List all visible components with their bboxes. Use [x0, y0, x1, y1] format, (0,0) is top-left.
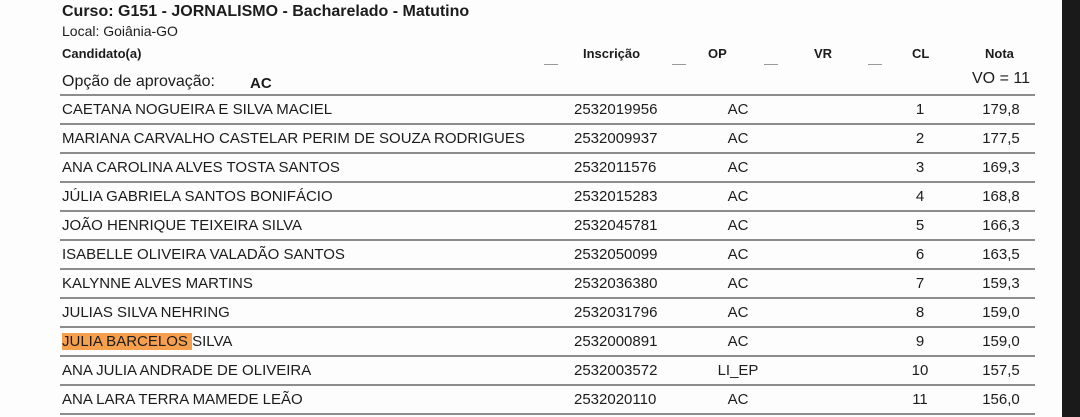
approval-option-label: Opção de aprovação: [62, 73, 215, 90]
option-code: AC [727, 304, 749, 321]
header-nota: Nota [985, 46, 1014, 61]
candidate-name: ISABELLE OLIVEIRA VALADÃO SANTOS [62, 246, 345, 263]
header-divider [764, 64, 778, 65]
classification: 6 [915, 246, 925, 263]
classification: 4 [915, 188, 925, 205]
score: 156,0 [982, 391, 1020, 408]
score: 163,5 [982, 246, 1020, 263]
option-code: AC [727, 275, 749, 292]
classification: 3 [915, 159, 925, 176]
header-inscricao: Inscrição [583, 46, 641, 61]
candidate-name: JÚLIA GABRIELA SANTOS BONIFÁCIO [62, 188, 333, 205]
registration-number: 2532000891 [574, 333, 658, 350]
name-rest: SILVA [192, 333, 233, 350]
table-row [60, 94, 1035, 123]
registration-number: 2532003572 [574, 362, 658, 379]
registration-number: 2532015283 [574, 188, 658, 205]
header-divider [544, 64, 558, 65]
table-row [60, 355, 1035, 384]
registration-number: 2532031796 [574, 304, 658, 321]
candidate-name [62, 333, 232, 350]
vacancies-count: VO = 11 [972, 70, 1030, 87]
candidate-name: ANA JULIA ANDRADE DE OLIVEIRA [62, 362, 312, 379]
candidate-name: ANA CAROLINA ALVES TOSTA SANTOS [62, 159, 340, 176]
highlighted-text: JULIA BARCELOS [62, 333, 193, 350]
option-code: LI_EP [717, 362, 759, 379]
registration-number: 2532011576 [574, 159, 657, 176]
score: 168,8 [982, 188, 1020, 205]
score: 159,3 [982, 275, 1020, 292]
score: 169,3 [982, 159, 1020, 176]
header-cl: CL [912, 46, 930, 61]
score: 177,5 [982, 130, 1020, 147]
option-code: AC [727, 188, 749, 205]
option-code: AC [727, 101, 749, 118]
table-row [60, 152, 1035, 181]
score: 166,3 [982, 217, 1020, 234]
option-code: AC [727, 391, 749, 408]
table-row [60, 239, 1035, 268]
option-code: AC [727, 130, 749, 147]
candidate-name: JULIAS SILVA NEHRING [62, 304, 230, 321]
score: 159,0 [982, 333, 1020, 350]
table-row-highlighted [60, 326, 1035, 355]
header-vr: VR [814, 46, 833, 61]
candidate-name: KALYNNE ALVES MARTINS [62, 275, 253, 292]
candidate-name: CAETANA NOGUEIRA E SILVA MACIEL [62, 101, 333, 118]
results-table [60, 94, 1035, 415]
course-location: Local: Goiânia-GO [62, 23, 178, 39]
classification: 7 [915, 275, 925, 292]
header-divider [672, 64, 686, 65]
candidate-name: JOÃO HENRIQUE TEIXEIRA SILVA [62, 217, 303, 234]
table-row [60, 384, 1035, 415]
header-op: OP [708, 46, 727, 61]
approval-option-value: AC [250, 75, 272, 92]
table-row [60, 297, 1035, 326]
registration-number: 2532036380 [574, 275, 658, 292]
score: 157,5 [982, 362, 1020, 379]
registration-number: 2532019956 [574, 101, 658, 118]
table-row [60, 181, 1035, 210]
table-row [60, 210, 1035, 239]
classification: 5 [915, 217, 925, 234]
registration-number: 2532020110 [574, 391, 657, 408]
classification: 11 [912, 391, 928, 408]
score: 179,8 [982, 101, 1020, 118]
classification: 2 [915, 130, 925, 147]
table-row [60, 268, 1035, 297]
candidate-name: MARIANA CARVALHO CASTELAR PERIM DE SOUZA RODRIGUES [62, 130, 525, 147]
candidate-name: ANA LARA TERRA MAMEDE LEÃO [62, 391, 303, 408]
header-candidate: Candidato(a) [62, 46, 142, 61]
registration-number: 2532050099 [574, 246, 658, 263]
classification: 9 [915, 333, 925, 350]
course-title: Curso: G151 - JORNALISMO - Bacharelado - Matutino [62, 3, 470, 20]
classification: 8 [915, 304, 925, 321]
viewer-edge [1062, 0, 1080, 417]
option-code: AC [727, 246, 749, 263]
option-code: AC [727, 217, 749, 234]
classification: 1 [915, 101, 925, 118]
option-code: AC [727, 159, 749, 176]
registration-number: 2532009937 [574, 130, 658, 147]
header-divider [868, 64, 882, 65]
classification: 10 [911, 362, 929, 379]
table-row [60, 123, 1035, 152]
score: 159,0 [982, 304, 1020, 321]
option-code: AC [727, 333, 749, 350]
registration-number: 2532045781 [574, 217, 658, 234]
